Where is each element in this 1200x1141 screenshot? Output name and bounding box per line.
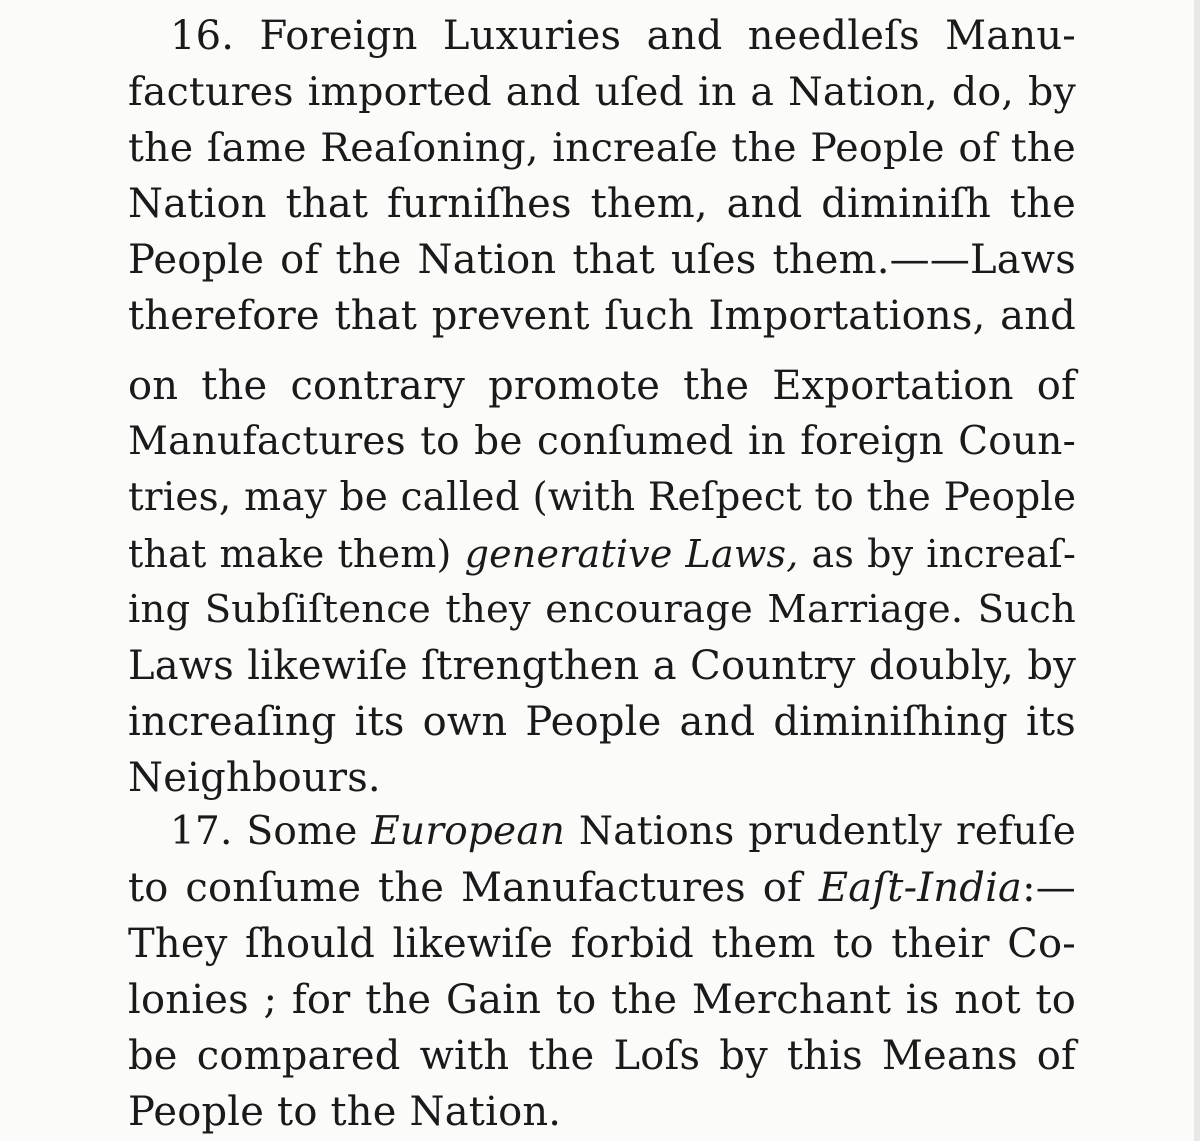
text-line: factures imported and uſed in a Nation, do, by xyxy=(128,69,1076,115)
paragraph-16-continuation xyxy=(128,358,1076,806)
text-line: Nation that furniſhes them, and diminiſh the xyxy=(128,181,1076,227)
text-line: People to the Nation. xyxy=(128,1089,562,1135)
paragraph-17 xyxy=(128,804,1076,1140)
text-line: They ſhould likewiſe forbid them to their Co- xyxy=(128,921,1076,967)
text-line: be compared with the Loſs by this Means of xyxy=(128,1033,1076,1079)
paragraph-16-top xyxy=(128,8,1076,344)
text-line: increaſing its own People and diminiſhing its xyxy=(128,699,1076,745)
text-line-with-italic xyxy=(128,526,1076,582)
text-line: Manufactures to be conſumed in foreign Coun- xyxy=(128,419,1076,464)
text-line: therefore that prevent ſuch Importations, and xyxy=(128,293,1076,339)
text-run: that make them) xyxy=(128,532,465,576)
italic-term: Eaſt-India xyxy=(818,865,1023,911)
text-line: the ſame Reaſoning, increaſe the People of the xyxy=(128,125,1076,171)
text-run: 17. Some xyxy=(170,809,372,854)
scan-edge xyxy=(1194,0,1200,1141)
text-line: Laws likewiſe ſtrengthen a Country doubly, by xyxy=(128,643,1076,689)
text-line-with-italic xyxy=(128,804,1076,860)
text-line: tries, may be called (with Reſpect to the People xyxy=(128,475,1077,520)
text-line: Neighbours. xyxy=(128,755,381,801)
text-line-with-italic xyxy=(128,860,1076,916)
text-line: on the contrary promote the Exportation of xyxy=(128,363,1076,409)
text-line: 16. Foreign Luxuries and needleſs Manu- xyxy=(170,13,1076,59)
text-run: as by increaſ- xyxy=(798,532,1076,576)
italic-term: generative Laws, xyxy=(464,532,799,576)
italic-term: European xyxy=(371,809,566,854)
text-run: Nations prudently refuſe xyxy=(565,809,1076,854)
text-line: lonies ; for the Gain to the Merchant is not to xyxy=(128,977,1076,1023)
text-line: People of the Nation that uſes them.——Laws xyxy=(128,237,1076,283)
text-run: :— xyxy=(1022,865,1076,911)
text-line: ing Subſiſtence they encourage Marriage. Such xyxy=(128,587,1076,632)
text-run: to conſume the Manufactures of xyxy=(128,865,819,911)
